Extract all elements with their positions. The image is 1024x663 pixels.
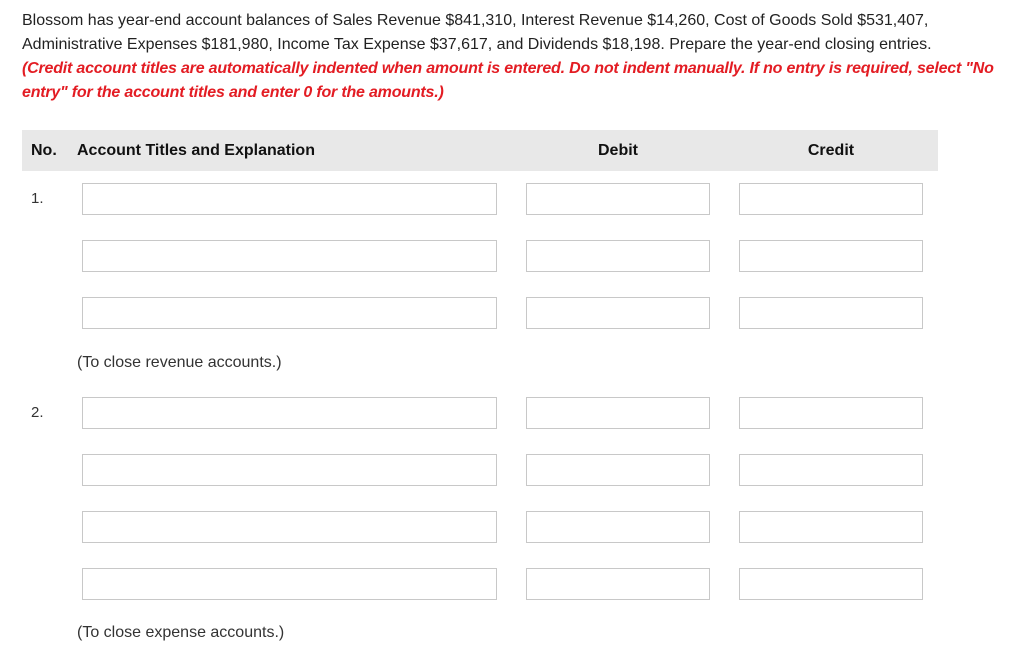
journal-table-header (22, 130, 938, 171)
entry-2-row-1-credit-input[interactable] (739, 397, 923, 429)
problem-statement: Blossom has year-end account balances of Sales Revenue $841,310, Interest Revenue $14,260, Cost of Goods Sold $531,407, Administrative Expenses $181,980, Income Tax Expense $37,617, and Dividends $18,198. Prepare the year-end closing entries. (22, 12, 932, 53)
entry-2-row-4-credit-input[interactable] (739, 568, 923, 600)
entry-2-row-3-debit-input[interactable] (526, 511, 710, 543)
entry-2-row-3-credit-input[interactable] (739, 511, 923, 543)
entry-1-row-1-debit-input[interactable] (526, 183, 710, 215)
entry-2-row-4-debit-input[interactable] (526, 568, 710, 600)
entry-1-row-2-credit-input[interactable] (739, 240, 923, 272)
entry-1-row-2-account-input[interactable] (82, 240, 497, 272)
entry-2-row-1-debit-input[interactable] (526, 397, 710, 429)
header-no: No. (31, 142, 57, 159)
problem-instruction: (Credit account titles are automatically indented when amount is entered. Do not indent manually. If no entry is required, select "No entry" for the account titles and enter 0 for the amounts.) (22, 60, 994, 101)
entry-2-row-4-account-input[interactable] (82, 568, 497, 600)
problem-text (22, 9, 1017, 105)
entry-1-row-1-credit-input[interactable] (739, 183, 923, 215)
entry-1-row-2-debit-input[interactable] (526, 240, 710, 272)
entry-1-row-1-account-input[interactable] (82, 183, 497, 215)
header-debit: Debit (598, 142, 638, 159)
entry-2-row-2-account-input[interactable] (82, 454, 497, 486)
header-account-titles: Account Titles and Explanation (77, 142, 315, 159)
entry-2-row-3-account-input[interactable] (82, 511, 497, 543)
entry-number-2: 2. (31, 404, 44, 421)
entry-2-row-2-debit-input[interactable] (526, 454, 710, 486)
entry-2-row-2-credit-input[interactable] (739, 454, 923, 486)
header-credit: Credit (807, 142, 855, 159)
entry-1-row-3-debit-input[interactable] (526, 297, 710, 329)
entry-2-row-1-account-input[interactable] (82, 397, 497, 429)
entry-1-row-3-account-input[interactable] (82, 297, 497, 329)
entry-1-explanation: (To close revenue accounts.) (77, 354, 282, 371)
entry-2-explanation: (To close expense accounts.) (77, 624, 285, 641)
entry-1-row-3-credit-input[interactable] (739, 297, 923, 329)
entry-number-1: 1. (31, 190, 44, 207)
